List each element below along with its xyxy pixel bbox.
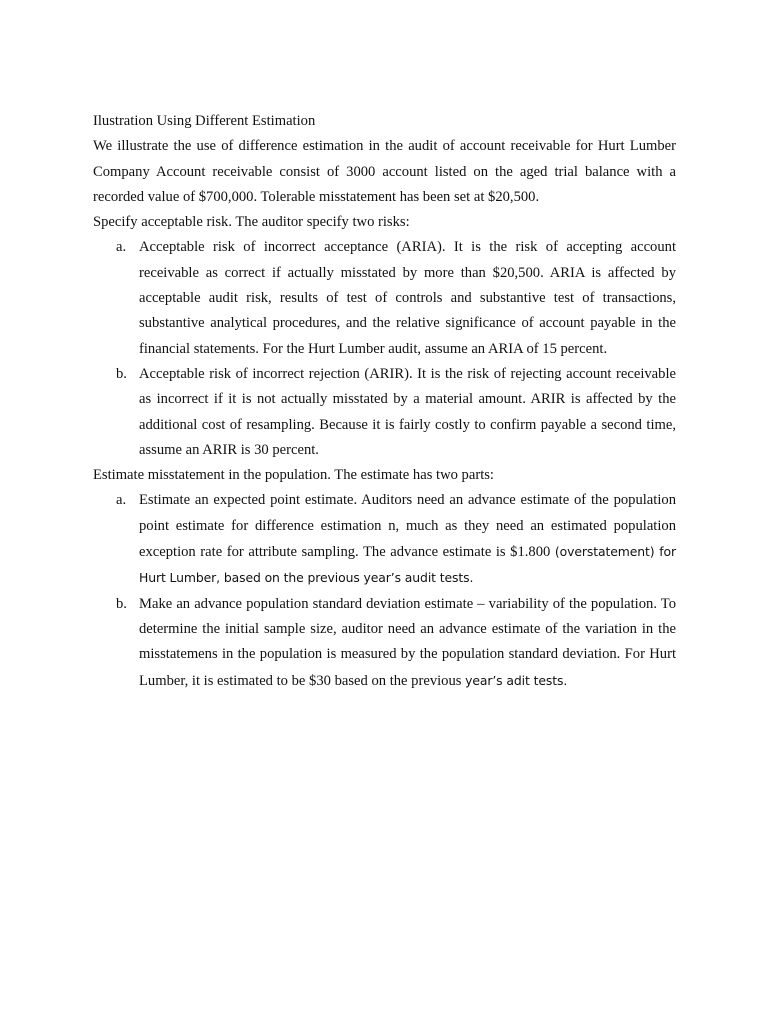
- section-1-list: [93, 235, 676, 463]
- list-marker: a.: [116, 492, 127, 509]
- list-marker: b.: [116, 595, 127, 612]
- list-item: [93, 235, 676, 361]
- list-item: [93, 488, 676, 591]
- list-item-text: Acceptable risk of incorrect acceptance (ARIA). It is the risk of accepting account receivable as correct if actually misstated by more than $20,500. ARIA is affected by acceptable audit risk, results of test of controls and substantive test of transactions, substantive analytical procedures, and the relative significance of account payable in the financial statements. For the Hurt Lumber audit, assume an ARIA of 15 percent.: [139, 239, 676, 357]
- list-item-text: Acceptable risk of incorrect rejection (ARIR). It is the risk of rejecting account receivable as incorrect if it is not actually misstated by a material amount. ARIR is affected by the additional cost of resampling. Because it is fairly costly to confirm payable a second time, assume an ARIR is 30 percent.: [139, 365, 676, 458]
- section-2-heading: Estimate misstatement in the population. The estimate has two parts:: [93, 467, 494, 484]
- intro-paragraph: We illustrate the use of difference estimation in the audit of account receivable for Hurt Lumber Company Account receivable consist of 3000 account listed on the aged trial balance with a recorded value of $700,000. Tolerable misstatement has been set at $20,500.: [93, 138, 676, 205]
- document-title: Ilustration Using Different Estimation: [93, 113, 316, 129]
- list-item: [93, 362, 676, 463]
- document-body: [93, 109, 676, 694]
- list-marker: b.: [116, 365, 127, 382]
- section-1-heading: Specify acceptable risk. The auditor specify two risks:: [93, 214, 410, 231]
- list-item-text-tail: year’s adit tests.: [465, 672, 568, 688]
- list-item-text: Make an advance population standard deviation estimate – variability of the population. To determine the initial sample size, auditor need an advance estimate of the variation in the misstatemens in the population is measured by the population standard deviation. For Hurt Lumber, it is estimated to be $30 based on the previous: [139, 595, 676, 689]
- list-item-text: Estimate an expected point estimate. Auditors need an advance estimate of the population point estimate for difference estimation n, much as they need an estimated population exception rate for attribute sampling. The advance estimate is $1.800: [139, 492, 676, 561]
- list-item-text-tail: (overstatement) for Hurt Lumber, based on the previous year’s audit tests.: [139, 544, 677, 586]
- list-item: [93, 592, 676, 694]
- section-2-list: [93, 488, 676, 693]
- list-marker: a.: [116, 239, 127, 256]
